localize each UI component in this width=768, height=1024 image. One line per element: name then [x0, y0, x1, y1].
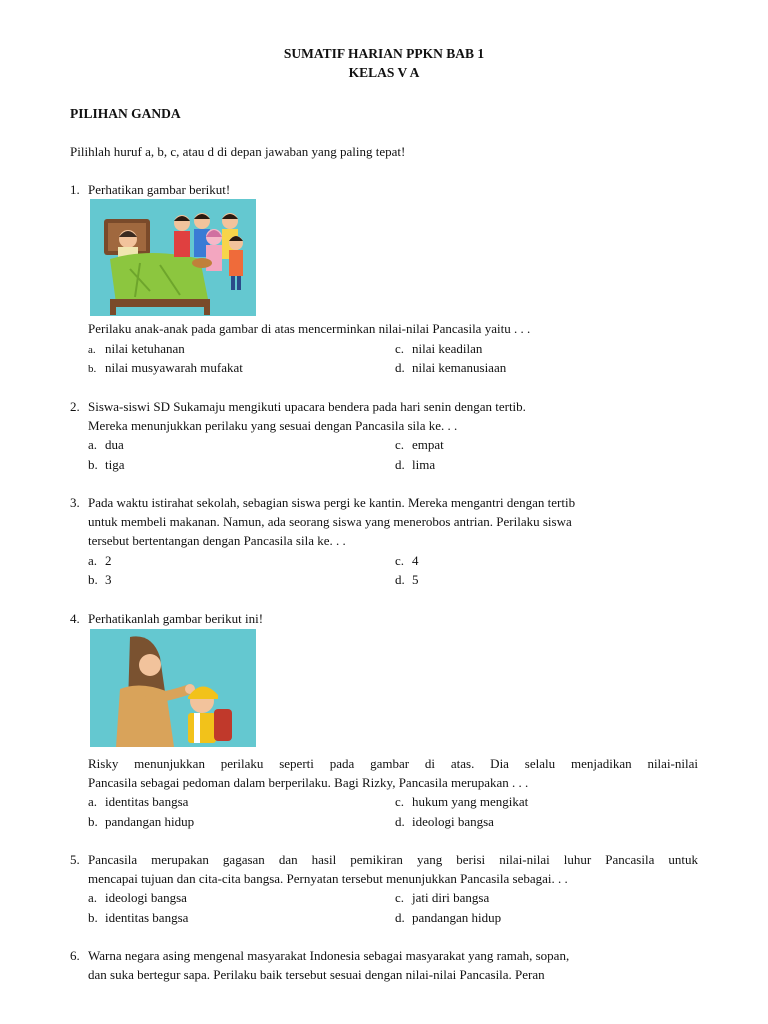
question-number: 6. [70, 948, 80, 963]
option-b: b. 3 [88, 572, 112, 587]
question-line: Pada waktu istirahat sekolah, sebagian siswa pergi ke kantin. Mereka mengantri dengan tertib [88, 495, 576, 510]
question-text: Perilaku anak-anak pada gambar di atas mencerminkan nilai-nilai Pancasila yaitu . . . [88, 321, 531, 336]
option-c: c. 4 [395, 553, 419, 568]
question-number: 1. [70, 182, 80, 197]
option-b: b. nilai musyawarah mufakat [88, 360, 243, 375]
instruction: Pilihlah huruf a, b, c, atau d di depan jawaban yang paling tepat! [70, 144, 406, 159]
document-class: KELAS V A [348, 65, 420, 80]
question-line: Risky menunjukkan perilaku seperti pada gambar di atas. Dia selalu menjadikan nilai-nilai [88, 756, 698, 771]
question-line: tersebut bertentangan dengan Pancasila sila ke. . . [88, 533, 346, 548]
option-d: d. 5 [395, 572, 419, 587]
question-number: 2. [70, 399, 80, 414]
question-line: dan suka bertegur sapa. Perilaku baik tersebut sesuai dengan nilai-nilai Pancasila. Peran [88, 967, 545, 982]
question-line: Pancasila merupakan gagasan dan hasil pemikiran yang berisi nilai-nilai luhur Pancasila untuk [88, 852, 698, 867]
option-c: c. jati diri bangsa [395, 890, 490, 905]
option-d: d. pandangan hidup [395, 910, 502, 925]
question-line: Mereka menunjukkan perilaku yang sesuai dengan Pancasila sila ke. . . [88, 418, 458, 433]
question-number: 5. [70, 852, 80, 867]
question-number: 4. [70, 611, 80, 626]
option-a: a. ideologi bangsa [88, 890, 187, 905]
question-intro: Perhatikanlah gambar berikut ini! [88, 611, 264, 626]
document-title: SUMATIF HARIAN PPKN BAB 1 [283, 46, 485, 61]
question-line: Warna negara asing mengenal masyarakat Indonesia sebagai masyarakat yang ramah, sopan, [88, 948, 570, 963]
option-c: c. empat [395, 437, 444, 452]
question-line: mencapai tujuan dan cita-cita bangsa. Pernyatan tersebut menunjukkan Pancasila sebagai. . . [88, 871, 568, 886]
option-c: c. nilai keadilan [395, 341, 483, 356]
option-c: c. hukum yang mengikat [395, 794, 529, 809]
hand-kiss-illustration [90, 629, 256, 747]
option-d: d. nilai kemanusiaan [395, 360, 507, 375]
option-b: b. pandangan hidup [88, 814, 195, 829]
question-line: Pancasila sebagai pedoman dalam berperilaku. Bagi Rizky, Pancasila merupakan . . . [88, 775, 529, 790]
question-line: untuk membeli makanan. Namun, ada seorang siswa yang menerobos antrian. Perilaku siswa [88, 514, 572, 529]
question-number: 3. [70, 495, 80, 510]
option-b: b. tiga [88, 457, 125, 472]
question-intro: Perhatikan gambar berikut! [88, 182, 231, 197]
option-a: a. 2 [88, 553, 112, 568]
question-line: Siswa-siswi SD Sukamaju mengikuti upacara bendera pada hari senin dengan tertib. [88, 399, 526, 414]
option-a: a. nilai ketuhanan [88, 341, 185, 356]
option-b: b. identitas bangsa [88, 910, 189, 925]
option-d: d. lima [395, 457, 436, 472]
option-d: d. ideologi bangsa [395, 814, 494, 829]
sick-visit-illustration [90, 199, 256, 316]
option-a: a. identitas bangsa [88, 794, 189, 809]
section-title: PILIHAN GANDA [70, 106, 181, 121]
option-a: a. dua [88, 437, 124, 452]
